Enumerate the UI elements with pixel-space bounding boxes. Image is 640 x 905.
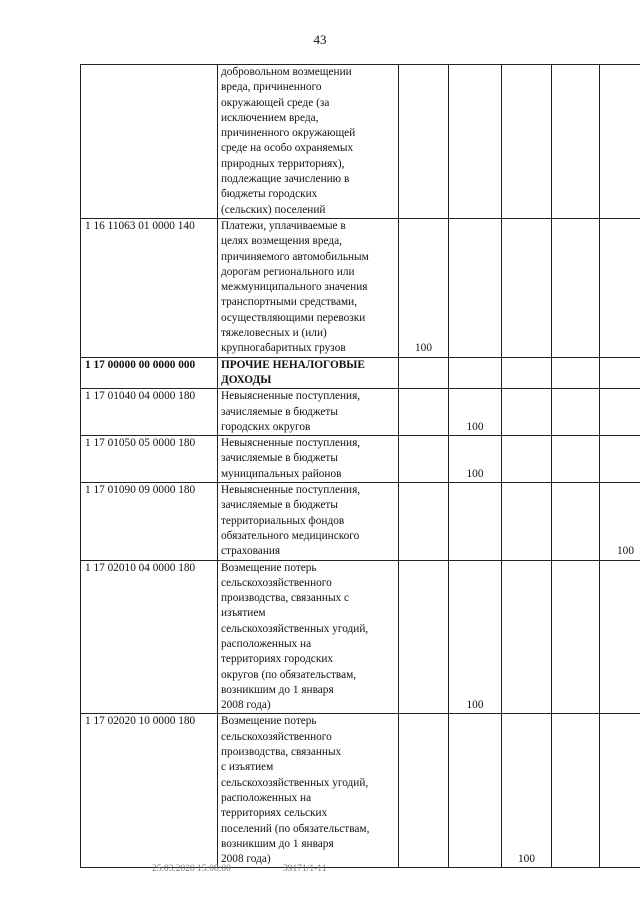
name-line: транспортными средствами, xyxy=(221,296,358,309)
name-line: причиненного окружающей xyxy=(221,127,356,140)
share-cell xyxy=(502,483,552,560)
name-line: производства, связанных xyxy=(221,746,342,759)
share-cell: 100 xyxy=(449,389,502,436)
share-cell xyxy=(600,714,640,868)
name-line: (сельских) поселений xyxy=(221,203,326,216)
budget-code-cell: 1 17 01090 09 0000 180 xyxy=(81,483,218,560)
share-cell xyxy=(502,560,552,714)
share-cell: 100 xyxy=(449,560,502,714)
footer-timestamp: 25.03.2020 15:08:00 xyxy=(152,864,231,874)
table-row xyxy=(81,714,640,868)
share-cell xyxy=(399,560,449,714)
name-line: Невыясненные поступления, xyxy=(221,437,361,450)
name-line: 2008 года) xyxy=(221,699,271,712)
name-line: природных территориях), xyxy=(221,157,345,170)
share-cell xyxy=(502,357,552,389)
name-line: осуществляющими перевозки xyxy=(221,311,366,324)
name-line: Возмещение потерь xyxy=(221,561,317,574)
name-line: Платежи, уплачиваемые в xyxy=(221,219,346,232)
name-line: возникшим до 1 января xyxy=(221,683,334,696)
share-cell xyxy=(399,65,449,219)
share-cell xyxy=(600,389,640,436)
name-line: зачисляемые в бюджеты xyxy=(221,499,338,512)
budget-code-cell: 1 16 11063 01 0000 140 xyxy=(81,218,218,357)
share-cell xyxy=(552,389,600,436)
table-row xyxy=(81,389,640,436)
name-line: ДОХОДЫ xyxy=(221,373,272,386)
name-line: с изъятием xyxy=(221,761,274,774)
share-cell xyxy=(502,436,552,483)
budget-code-cell: 1 17 02010 04 0000 180 xyxy=(81,560,218,714)
name-line: территориях сельских xyxy=(221,807,328,820)
name-line: городских округов xyxy=(221,420,311,433)
revenue-name-cell xyxy=(218,560,399,714)
table-row xyxy=(81,483,640,560)
name-line: обязательного медицинского xyxy=(221,529,360,542)
table-row xyxy=(81,560,640,714)
table-row xyxy=(81,436,640,483)
name-line: бюджеты городских xyxy=(221,188,318,201)
share-cell: 100 xyxy=(600,483,640,560)
revenue-name-cell xyxy=(218,389,399,436)
share-cell xyxy=(552,436,600,483)
share-cell xyxy=(552,357,600,389)
name-line: крупногабаритных грузов xyxy=(221,342,346,355)
share-cell xyxy=(399,483,449,560)
share-cell: 100 xyxy=(399,218,449,357)
name-line: Возмещение потерь xyxy=(221,715,317,728)
name-line: дорогам регионального или xyxy=(221,265,355,278)
share-cell xyxy=(399,357,449,389)
name-line: Невыясненные поступления, xyxy=(221,484,361,497)
page-number: 43 xyxy=(313,32,327,47)
share-cell xyxy=(502,65,552,219)
revenue-name-cell xyxy=(218,714,399,868)
name-line: страхования xyxy=(221,545,281,558)
share-cell xyxy=(600,218,640,357)
revenue-name-cell xyxy=(218,357,399,389)
name-line: расположенных на xyxy=(221,637,312,650)
name-line: расположенных на xyxy=(221,791,312,804)
name-line: округов (по обязательствам, xyxy=(221,668,357,681)
revenue-name-cell xyxy=(218,65,399,219)
share-cell xyxy=(600,436,640,483)
share-cell: 100 xyxy=(449,436,502,483)
name-line: вреда, причиненного xyxy=(221,81,322,94)
share-cell xyxy=(399,714,449,868)
share-cell xyxy=(502,218,552,357)
table-body xyxy=(81,65,640,868)
share-cell xyxy=(552,560,600,714)
name-line: исключением вреда, xyxy=(221,111,319,124)
name-line: территориальных фондов xyxy=(221,514,345,527)
share-cell xyxy=(552,714,600,868)
share-cell xyxy=(449,357,502,389)
revenue-name-cell xyxy=(218,218,399,357)
budget-code-cell: 1 17 01040 04 0000 180 xyxy=(81,389,218,436)
share-cell xyxy=(600,560,640,714)
name-line: сельскохозяйственного xyxy=(221,576,332,589)
table-row xyxy=(81,218,640,357)
budget-code-cell: 1 17 00000 00 0000 000 xyxy=(81,357,218,389)
share-cell xyxy=(449,218,502,357)
name-line: сельскохозяйственного xyxy=(221,730,332,743)
name-line: среде на особо охраняемых xyxy=(221,142,354,155)
revenue-name-cell xyxy=(218,436,399,483)
share-cell xyxy=(399,436,449,483)
name-line: 2008 года) xyxy=(221,853,271,866)
name-line: поселений (по обязательствам, xyxy=(221,822,370,835)
share-cell xyxy=(449,714,502,868)
revenue-table xyxy=(80,64,640,868)
name-line: сельскохозяйственных угодий, xyxy=(221,776,369,789)
name-line: возникшим до 1 января xyxy=(221,837,334,850)
name-line: окружающей среде (за xyxy=(221,96,330,109)
footer-doc-id: 39171/1-11 xyxy=(283,864,327,874)
budget-code-cell: 1 17 02020 10 0000 180 xyxy=(81,714,218,868)
name-line: межмуниципального значения xyxy=(221,281,368,294)
name-line: изъятием xyxy=(221,607,266,620)
name-line: добровольном возмещении xyxy=(221,66,352,78)
name-line: ПРОЧИЕ НЕНАЛОГОВЫЕ xyxy=(221,358,365,371)
name-line: сельскохозяйственных угодий, xyxy=(221,622,369,635)
share-cell xyxy=(600,65,640,219)
share-cell: 100 xyxy=(502,714,552,868)
name-line: муниципальных районов xyxy=(221,467,342,480)
name-line: зачисляемые в бюджеты xyxy=(221,405,338,418)
name-line: целях возмещения вреда, xyxy=(221,235,342,248)
name-line: причиняемого автомобильным xyxy=(221,250,369,263)
budget-code-cell xyxy=(81,65,218,219)
table-row xyxy=(81,357,640,389)
name-line: производства, связанных с xyxy=(221,592,350,605)
share-cell xyxy=(552,483,600,560)
name-line: подлежащие зачислению в xyxy=(221,173,350,186)
share-cell xyxy=(552,218,600,357)
share-cell xyxy=(552,65,600,219)
table-row xyxy=(81,65,640,219)
share-cell xyxy=(502,389,552,436)
budget-code-cell: 1 17 01050 05 0000 180 xyxy=(81,436,218,483)
share-cell xyxy=(449,483,502,560)
name-line: Невыясненные поступления, xyxy=(221,390,361,403)
name-line: зачисляемые в бюджеты xyxy=(221,452,338,465)
name-line: территориях городских xyxy=(221,653,334,666)
share-cell xyxy=(449,65,502,219)
share-cell xyxy=(600,357,640,389)
share-cell xyxy=(399,389,449,436)
revenue-name-cell xyxy=(218,483,399,560)
name-line: тяжеловесных и (или) xyxy=(221,327,327,340)
